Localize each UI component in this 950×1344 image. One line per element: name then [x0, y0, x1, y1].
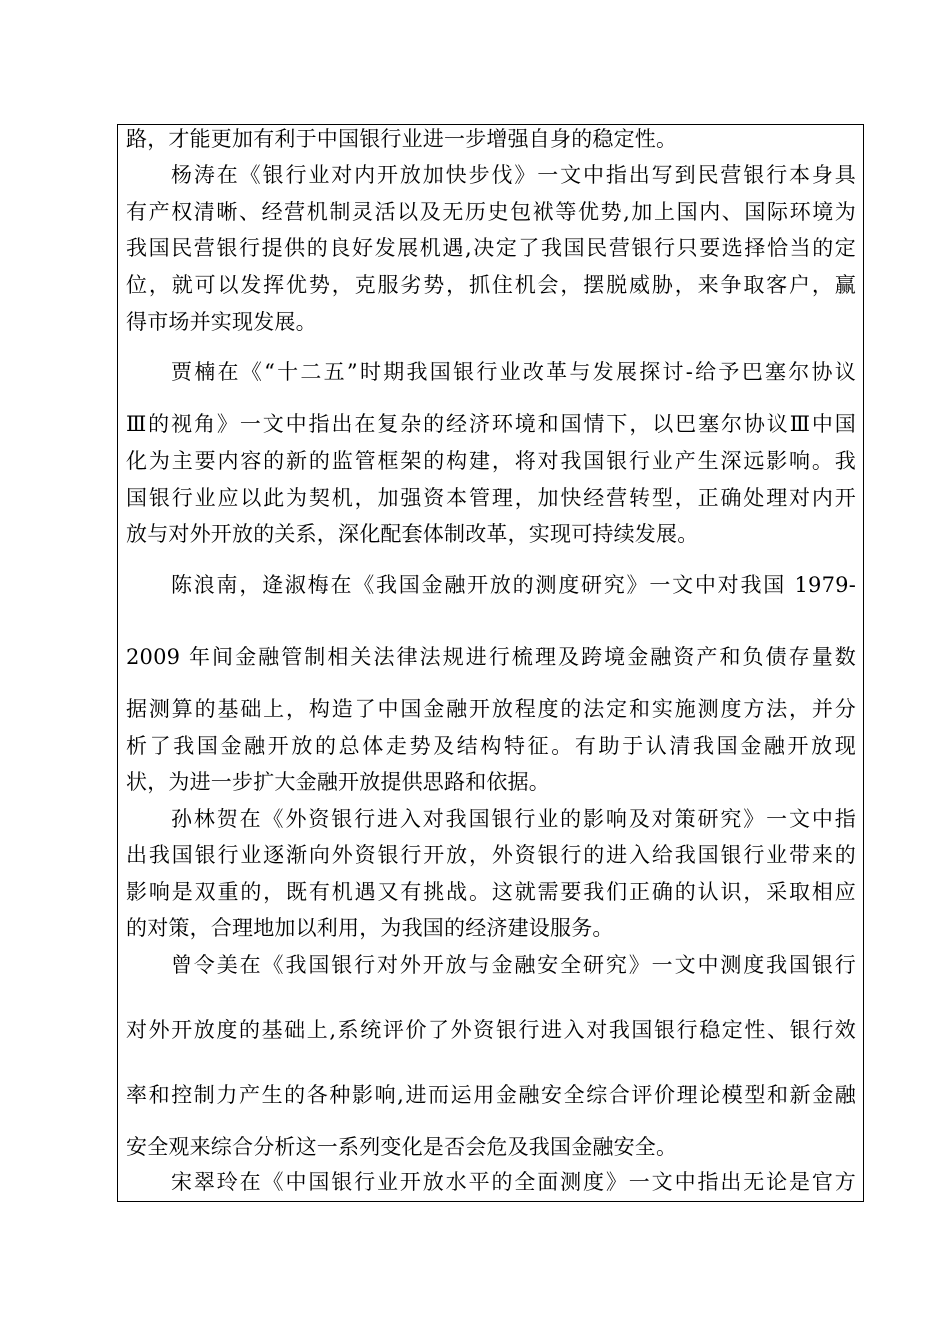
text-line: 国银行业应以此为契机，加强资本管理，加快经营转型，正确处理对内开: [126, 486, 856, 510]
paragraph-first-line: 陈浪南，逄淑梅在《我国金融开放的测度研究》一文中对我国 1979-: [171, 573, 856, 597]
text-line: 得市场并实现发展。: [126, 310, 317, 334]
text-line: 有产权清晰、经营机制灵活以及无历史包袱等优势,加上国内、国际环境为: [126, 200, 856, 224]
text-line: 我国民营银行提供的良好发展机遇,决定了我国民营银行只要选择恰当的定: [126, 236, 856, 260]
text-line: 2009 年间金融管制相关法律法规进行梳理及跨境金融资产和负债存量数: [126, 645, 856, 669]
text-line: 率和控制力产生的各种影响,进而运用金融安全综合评价理论模型和新金融: [126, 1083, 856, 1107]
text-line: 状，为进一步扩大金融开放提供思路和依据。: [126, 770, 550, 794]
text-frame: [117, 124, 864, 1202]
text-line: 出我国银行业逐渐向外资银行开放，外资银行的进入给我国银行业带来的: [126, 843, 856, 867]
text-line: 对外开放度的基础上,系统评价了外资银行进入对我国银行稳定性、银行效: [126, 1018, 856, 1042]
text-line: 放与对外开放的关系，深化配套体制改革，实现可持续发展。: [126, 522, 699, 546]
text-line: 据测算的基础上，构造了中国金融开放程度的法定和实施测度方法，并分: [126, 697, 856, 721]
text-line: 影响是双重的，既有机遇又有挑战。这就需要我们正确的认识，采取相应: [126, 880, 856, 904]
text-line: 析了我国金融开放的总体走势及结构特征。有助于认清我国金融开放现: [126, 734, 856, 758]
text-line: 安全观来综合分析这一系列变化是否会危及我国金融安全。: [126, 1135, 678, 1159]
paragraph-first-line: 杨涛在《银行业对内开放加快步伐》一文中指出写到民营银行本身具: [171, 163, 856, 187]
text-line: 位，就可以发挥优势，克服劣势，抓住机会，摆脱威胁，来争取客户，赢: [126, 273, 856, 297]
text-line: 路，才能更加有利于中国银行业进一步增强自身的稳定性。: [126, 127, 678, 151]
text-line: Ⅲ的视角》一文中指出在复杂的经济环境和国情下，以巴塞尔协议Ⅲ中国: [126, 412, 856, 436]
text-line: 化为主要内容的新的监管框架的构建，将对我国银行业产生深远影响。我: [126, 449, 856, 473]
paragraph-first-line: 曾令美在《我国银行对外开放与金融安全研究》一文中测度我国银行: [171, 953, 856, 977]
paragraph-first-line: 孙林贺在《外资银行进入对我国银行业的影响及对策研究》一文中指: [171, 807, 856, 831]
paragraph-first-line: 贾楠在《“十二五”时期我国银行业改革与发展探讨-给予巴塞尔协议: [171, 360, 856, 384]
paragraph-first-line: 宋翠玲在《中国银行业开放水平的全面测度》一文中指出无论是官方: [171, 1170, 856, 1194]
text-line: 的对策，合理地加以利用，为我国的经济建设服务。: [126, 916, 614, 940]
